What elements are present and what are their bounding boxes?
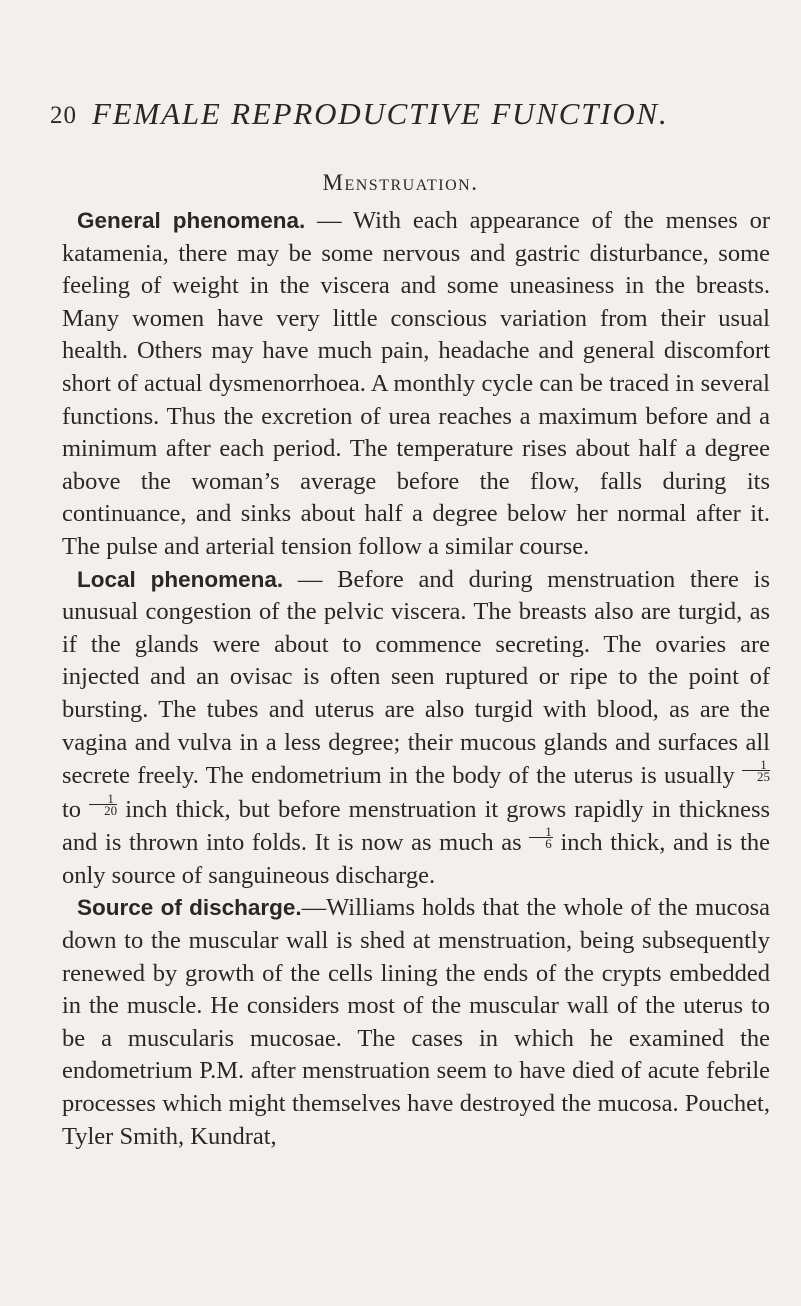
paragraph-text: — Before and during menstruation there is unusual congestion of the pelvic viscera. The breasts also are turgid, as if the glands were about to commence secreting. The ovaries are injected and an ovisac is often seen ruptured or ripe to the point of bursting. The tubes and uterus are also turgid with blood, as are the vagina and vulva in a less degree; their mucous glands and surfaces all secrete freely. The endometrium in the body of the uterus is usually — [62, 565, 770, 790]
body-text — [62, 205, 770, 1153]
fraction — [529, 824, 553, 852]
running-head — [50, 96, 770, 136]
paragraph-source-of-discharge — [62, 892, 770, 1153]
paragraph-text: inch thick, but before menstruation it grows rapidly in thickness and is thrown into folds. It is now as much as — [62, 795, 771, 857]
fraction-numerator: 1 — [89, 793, 117, 805]
paragraph-general-phenomena — [62, 205, 770, 564]
page-number: 20 — [50, 102, 77, 129]
paragraph-heading: Source of discharge. — [77, 895, 302, 921]
paragraph-local-phenomena — [62, 564, 770, 893]
fraction-denominator: 20 — [104, 802, 118, 818]
fraction-numerator: 1 — [529, 826, 553, 838]
fraction-numerator: 1 — [742, 759, 770, 771]
paragraph-text: —Williams holds that the whole of the mucosa down to the muscular wall is shed at menstruation, being subsequently renewed by growth of the cells lining the ends of the crypts embedded in the muscle. He considers most of the muscular wall of the uterus to be a muscularis mucosae. The cases in which he examined the endometrium P.M. after menstruation seem to have died of acute febrile processes which might themselves have destroyed the mucosa. Pouchet, Tyler Smith, Kundrat, — [62, 894, 770, 1150]
fraction — [89, 790, 118, 818]
paragraph-heading: Local phenomena. — [77, 566, 284, 592]
paragraph-text: to — [62, 795, 82, 823]
section-title: Menstruation. — [322, 170, 479, 195]
running-title: FEMALE REPRODUCTIVE FUNCTION. — [92, 96, 669, 131]
fraction-denominator: 6 — [545, 836, 552, 852]
fraction-denominator: 25 — [757, 769, 770, 785]
paragraph-text: — With each appearance of the menses or katamenia, there may be some nervous and gastric disturbance, some feeling of weight in the viscera and some uneasiness in the breasts. Many women have very little conscious variation from their usual health. Others may have much pain, headache and general discomfort short of actual dysmenorrhoea. A monthly cycle can be traced in several functions. Thus the excretion of urea reaches a maximum before and a minimum after each period. The temperature rises about half a degree above the woman’s average before the flow, falls during its continuance, and sinks about half a degree below her normal after it. The pulse and arterial tension follow a similar course. — [62, 207, 770, 560]
paragraph-text: inch thick, and is the only source of sanguineous discharge. — [62, 829, 770, 889]
paragraph-heading: General phenomena. — [77, 208, 306, 233]
fraction — [742, 757, 770, 785]
